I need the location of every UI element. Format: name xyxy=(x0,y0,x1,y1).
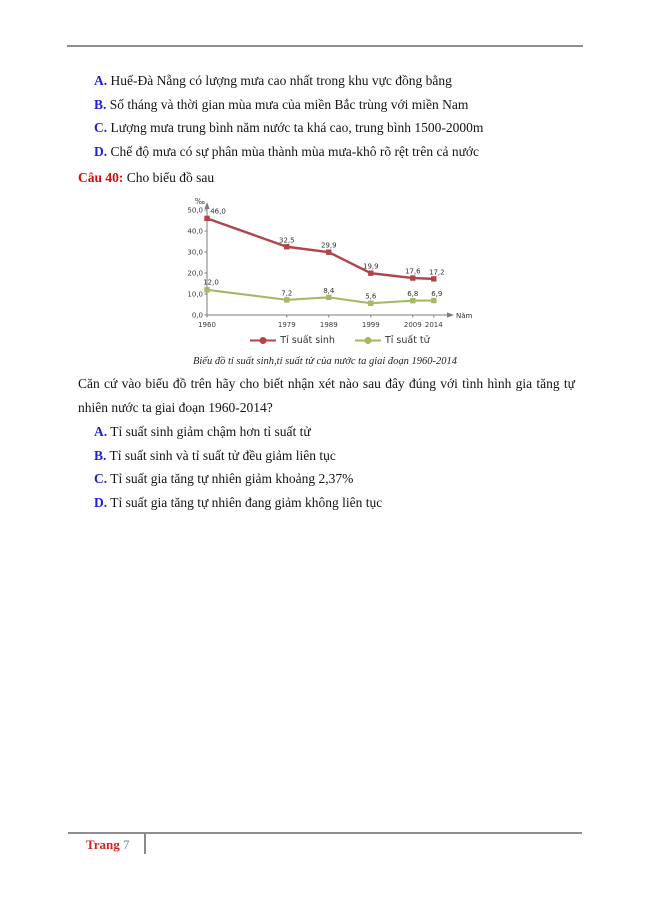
legend-item-death-rate xyxy=(355,335,430,346)
data-point xyxy=(411,299,415,303)
option-row-d xyxy=(94,140,594,164)
chart-text: Năm xyxy=(456,312,473,320)
option-letter: C. xyxy=(94,471,108,487)
chart-text: 32,5 xyxy=(279,236,295,245)
chart-text: 1960 xyxy=(198,321,216,329)
chart-text: 30,0 xyxy=(187,248,203,257)
data-point xyxy=(369,271,373,275)
chart-caption: Biểu đồ tỉ suất sinh,tỉ suất tử của nước ta giai đoạn 1960-2014 xyxy=(192,356,458,367)
data-point xyxy=(327,295,331,299)
chart-text: 20,0 xyxy=(187,269,203,278)
question40-prompt: Căn cứ vào biểu đồ trên hãy cho biết nhận xét nào sau đây đúng với tình hình gia tăng tự nhiên nước ta giai đoạn 1960-2014? xyxy=(78,376,575,415)
option-row-d xyxy=(94,491,594,515)
option-text: Huế-Đà Nẵng có lượng mưa cao nhất trong khu vực đồng bằng xyxy=(110,73,452,88)
chart-text: ‰ xyxy=(194,197,205,206)
chart-text: 2009 xyxy=(403,321,422,329)
page-footer xyxy=(86,836,129,854)
legend-label: Tỉ suất sinh xyxy=(280,335,335,346)
option-letter: B. xyxy=(94,96,107,112)
chart-text: 2014 xyxy=(424,321,443,329)
chart-text: 50,0 xyxy=(187,206,203,215)
chart-text: 1999 xyxy=(361,321,380,329)
chart-text: 6,8 xyxy=(407,290,419,299)
option-text: Chế độ mưa có sự phân mùa thành mùa mưa-khô rõ rệt trên cả nước xyxy=(110,143,480,159)
series-line-1 xyxy=(207,290,434,303)
data-point xyxy=(205,288,209,292)
question-intro: Cho biểu đồ sau xyxy=(126,170,215,185)
option-text: Lượng mưa trung bình năm nước ta khá cao, trung bình 1500-2000m xyxy=(110,120,484,136)
legend-item-birth-rate xyxy=(250,335,335,346)
chart-text: 0,0 xyxy=(191,311,203,320)
option-letter: A. xyxy=(94,73,108,88)
option-row-c xyxy=(94,116,594,140)
option-row-c xyxy=(94,467,594,491)
question39-options xyxy=(94,69,594,163)
chart-text: 17,6 xyxy=(405,267,421,276)
legend-label: Tỉ suất tử xyxy=(384,335,430,346)
chart-text: 12,0 xyxy=(203,278,219,287)
chart-canvas xyxy=(185,196,485,334)
legend-marker-birth-icon xyxy=(250,336,276,345)
footer-label: Trang xyxy=(86,837,120,852)
chart-text: 40,0 xyxy=(187,227,203,236)
option-text: Tỉ suất gia tăng tự nhiên đang giảm không liên tục xyxy=(110,494,383,510)
option-text: Tỉ suất gia tăng tự nhiên giảm khoảng 2,37% xyxy=(110,471,354,487)
chart-text: 1989 xyxy=(319,321,338,329)
data-point xyxy=(285,245,289,249)
option-row-a xyxy=(94,69,594,93)
chart-text: 17,2 xyxy=(429,268,445,277)
option-row-b xyxy=(94,444,594,468)
option-text: Số tháng và thời gian mùa mưa của miền Bắc trùng với miền Nam xyxy=(109,96,469,112)
option-letter: A. xyxy=(94,424,108,439)
chart-text: 6,9 xyxy=(431,290,443,299)
data-point xyxy=(327,250,331,254)
chart-text: 19,9 xyxy=(363,262,379,271)
data-point xyxy=(432,277,436,281)
chart-legend xyxy=(185,335,495,346)
chart-text: 8,4 xyxy=(323,286,335,295)
chart-text: 29,9 xyxy=(321,241,337,250)
option-letter: D. xyxy=(94,494,108,510)
option-letter: D. xyxy=(94,143,108,159)
chart-text: 7,2 xyxy=(281,289,293,298)
option-row-b xyxy=(94,93,594,117)
chart-text: 1979 xyxy=(277,321,296,329)
data-point xyxy=(285,298,289,302)
chart-text: 5,6 xyxy=(365,292,377,301)
header-rule xyxy=(67,45,583,47)
option-row-a xyxy=(94,420,594,444)
question40-heading xyxy=(78,166,214,189)
data-point xyxy=(369,301,373,305)
option-letter: C. xyxy=(94,120,108,136)
data-point xyxy=(432,298,436,302)
option-text: Tỉ suất sinh và tỉ suất tử đều giảm liên tục xyxy=(109,447,336,463)
line-chart xyxy=(185,196,495,346)
footer-tick-mark xyxy=(144,833,146,854)
option-text: Tỉ suất sinh giảm chậm hơn tỉ suất tử xyxy=(110,424,311,439)
question40-options xyxy=(94,420,594,514)
data-point xyxy=(205,216,209,220)
chart-text: 46,0 xyxy=(210,207,226,216)
data-point xyxy=(411,276,415,280)
option-letter: B. xyxy=(94,447,107,463)
page-number: 7 xyxy=(122,837,130,852)
legend-marker-death-icon xyxy=(355,336,381,345)
question-number-label: Câu 40: xyxy=(78,170,124,185)
chart-text: 10,0 xyxy=(187,290,203,299)
